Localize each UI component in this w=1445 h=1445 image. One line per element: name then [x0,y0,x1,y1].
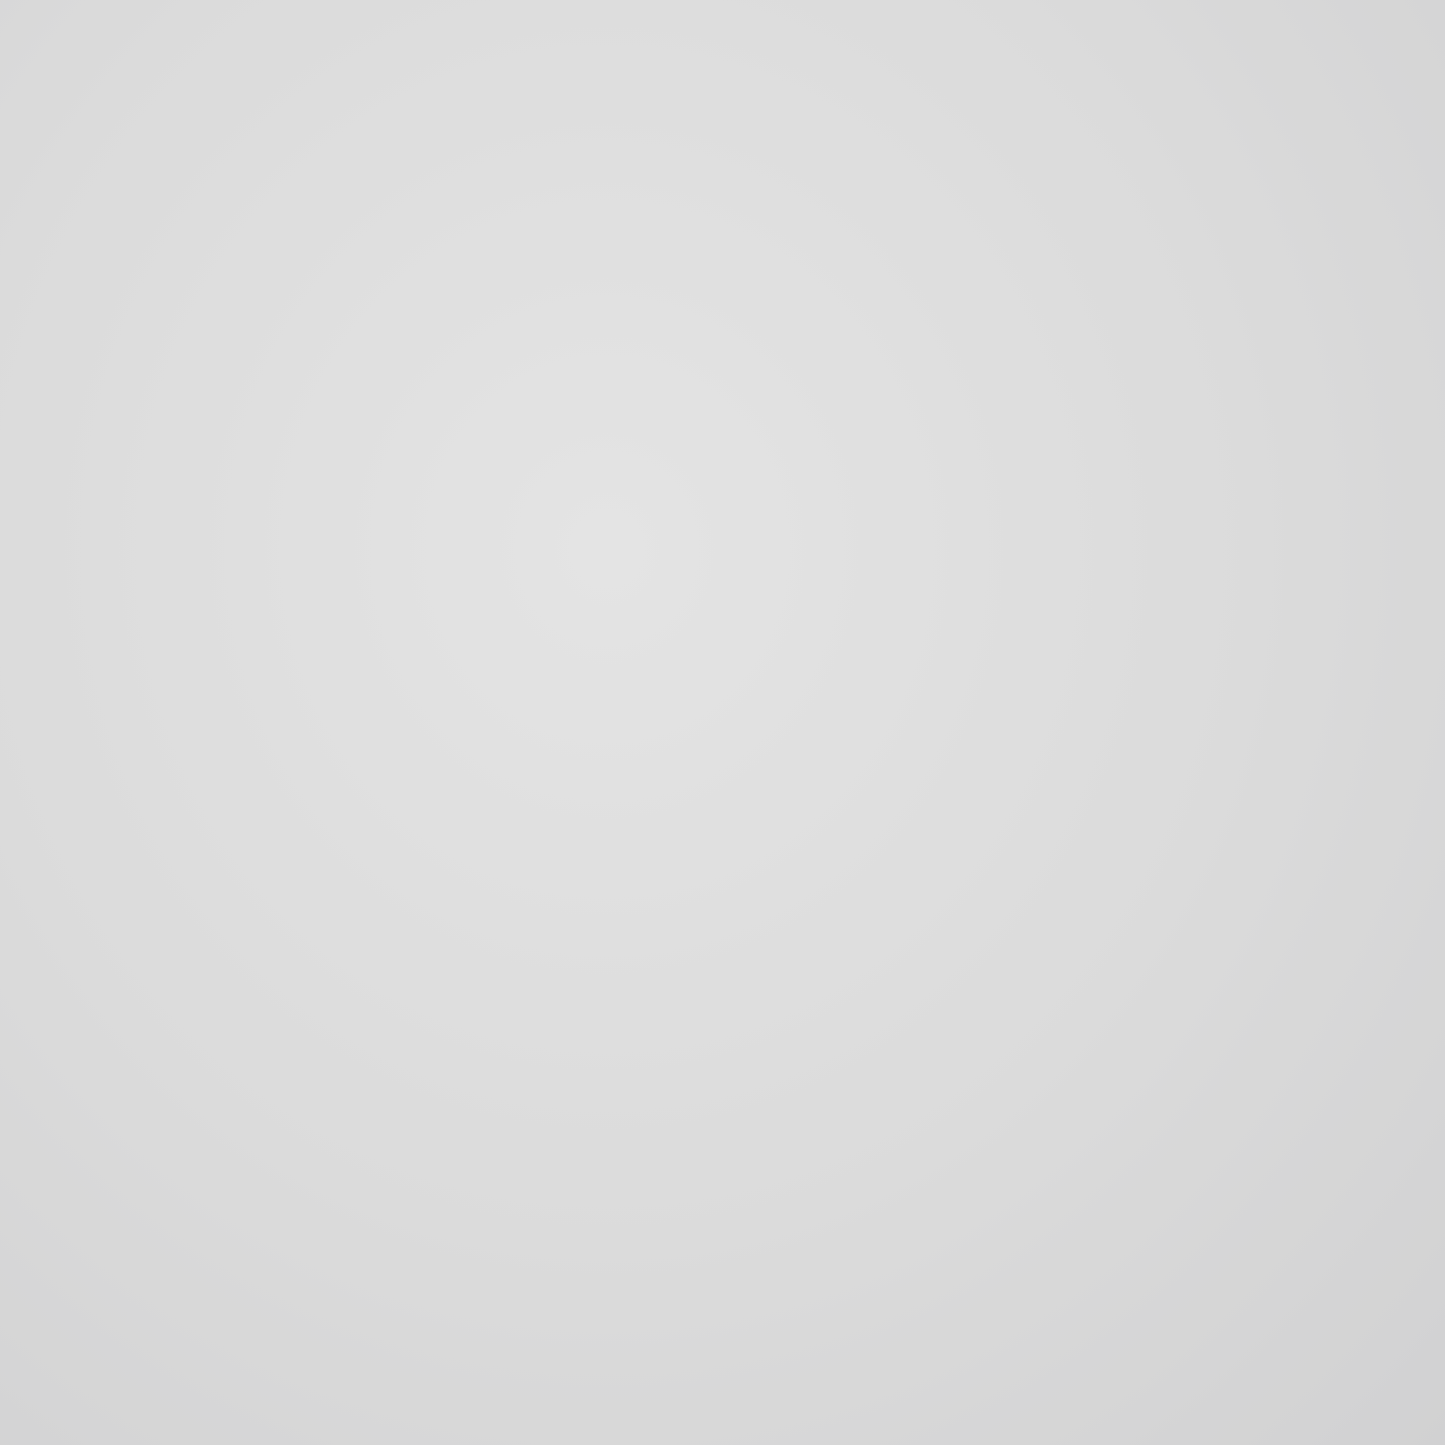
tool-case-photo [28,172,812,712]
